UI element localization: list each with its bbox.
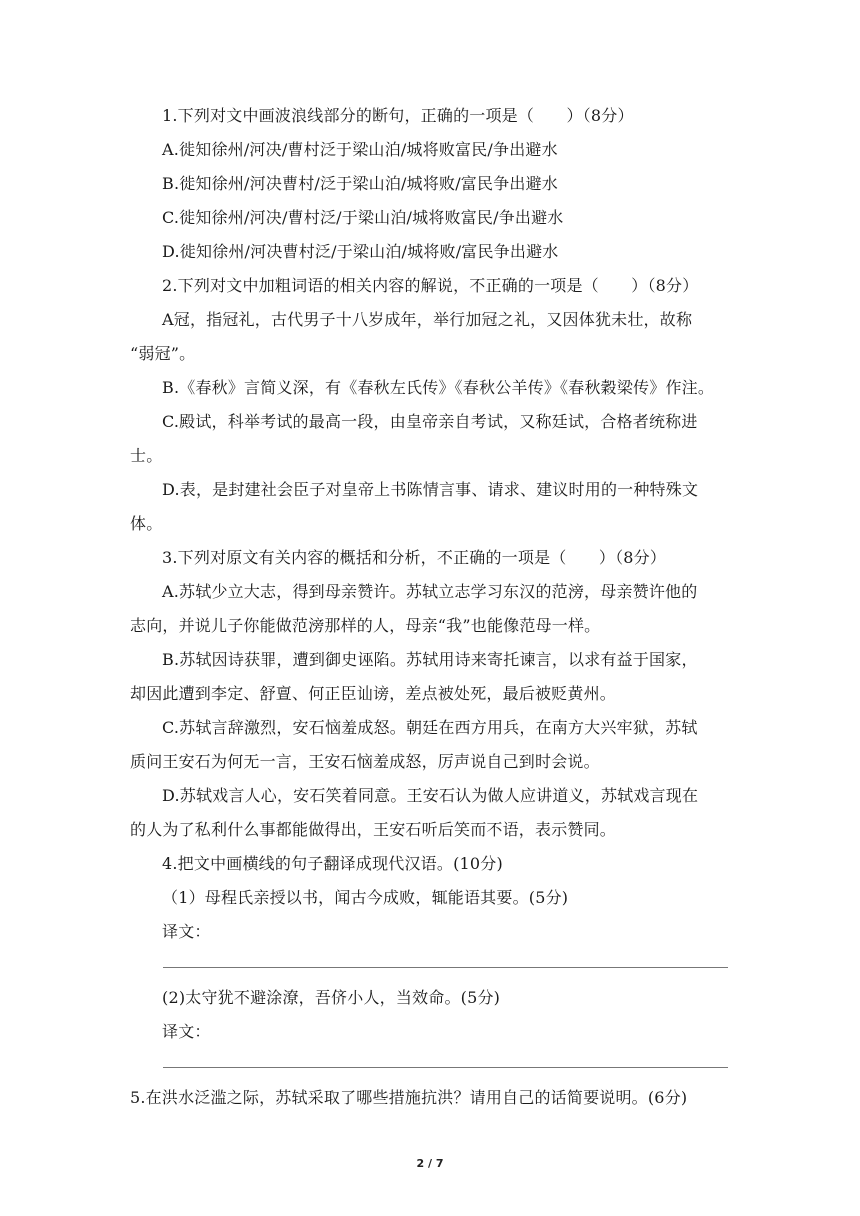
q3-option-b-line2: 却因此遭到李定、舒亶、何正臣讪谤，差点被处死，最后被贬黄州。	[130, 684, 617, 703]
q1-option-b: B.徙知徐州/河决曹村/泛于梁山泊/城将败/富民争出避水	[162, 174, 559, 193]
q4-sentence-2-answer-line[interactable]	[163, 1067, 728, 1068]
q3-option-a-line1: A.苏轼少立大志，得到母亲赞许。苏轼立志学习东汉的范滂，母亲赞许他的	[162, 582, 698, 601]
q2-stem: 2.下列对文中加粗词语的相关内容的解说，不正确的一项是（ ）（8分）	[162, 276, 699, 295]
q2-option-b-line1: B.《春秋》言简义深，有《春秋左氏传》《春秋公羊传》《春秋穀梁传》作注。	[162, 378, 715, 397]
q3-option-d-line1: D.苏轼戏言人心，安石笑着同意。王安石认为做人应讲道义，苏轼戏言现在	[162, 786, 699, 805]
q2-option-d-line2: 体。	[130, 514, 163, 533]
q3-option-c-line2: 质问王安石为何无一言，王安石恼羞成怒，厉声说自己到时会说。	[130, 752, 600, 771]
q3-stem: 3.下列对原文有关内容的概括和分析，不正确的一项是（ ）（8分）	[162, 548, 667, 567]
q4-sentence-2: (2)太守犹不避涂潦，吾侪小人，当效命。(5分)	[162, 988, 501, 1007]
q2-option-a-line1: A冠，指冠礼，古代男子十八岁成年，举行加冠之礼，又因体犹未壮，故称	[162, 310, 693, 329]
q3-option-d-line2: 的人为了私利什么事都能做得出，王安石听后笑而不语，表示赞同。	[130, 820, 617, 839]
q2-option-a-line2: “弱冠”。	[130, 344, 196, 363]
q2-option-c-line2: 士。	[130, 446, 163, 465]
q4-sentence-1-answer-line[interactable]	[163, 967, 728, 968]
q1-option-a: A.徙知徐州/河决/曹村泛于梁山泊/城将败富民/争出避水	[162, 140, 558, 159]
q1-stem: 1.下列对文中画波浪线部分的断句，正确的一项是（ ）（8分）	[162, 106, 634, 125]
q4-sentence-1: （1）母程氏亲授以书，闻古今成败，辄能语其要。(5分)	[162, 888, 569, 907]
q4-stem: 4.把文中画横线的句子翻译成现代汉语。(10分)	[162, 854, 503, 873]
q5-stem: 5.在洪水泛滥之际，苏轼采取了哪些措施抗洪？请用自己的话简要说明。(6分)	[130, 1088, 688, 1107]
q2-option-d-line1: D.表，是封建社会臣子对皇帝上书陈情言事、请求、建议时用的一种特殊文	[162, 480, 699, 499]
q4-sentence-2-answer-label: 译文：	[162, 1022, 211, 1041]
q2-option-c-line1: C.殿试，科举考试的最高一段，由皇帝亲自考试，又称廷试，合格者统称进	[162, 412, 698, 431]
q3-option-a-line2: 志向，并说儿子你能做范滂那样的人，母亲“我”也能像范母一样。	[130, 616, 601, 635]
q4-sentence-1-answer-label: 译文：	[162, 922, 211, 941]
page-number: 2 / 7	[416, 1157, 444, 1170]
q3-option-b-line1: B.苏轼因诗获罪，遭到御史诬陷。苏轼用诗来寄托谏言，以求有益于国家，	[162, 650, 698, 669]
q3-option-c-line1: C.苏轼言辞激烈，安石恼羞成怒。朝廷在西方用兵，在南方大兴牢狱，苏轼	[162, 718, 698, 737]
q1-option-d: D.徙知徐州/河决曹村泛/于梁山泊/城将败/富民争出避水	[162, 242, 559, 261]
q1-option-c: C.徙知徐州/河决/曹村泛/于梁山泊/城将败富民/争出避水	[162, 208, 564, 227]
